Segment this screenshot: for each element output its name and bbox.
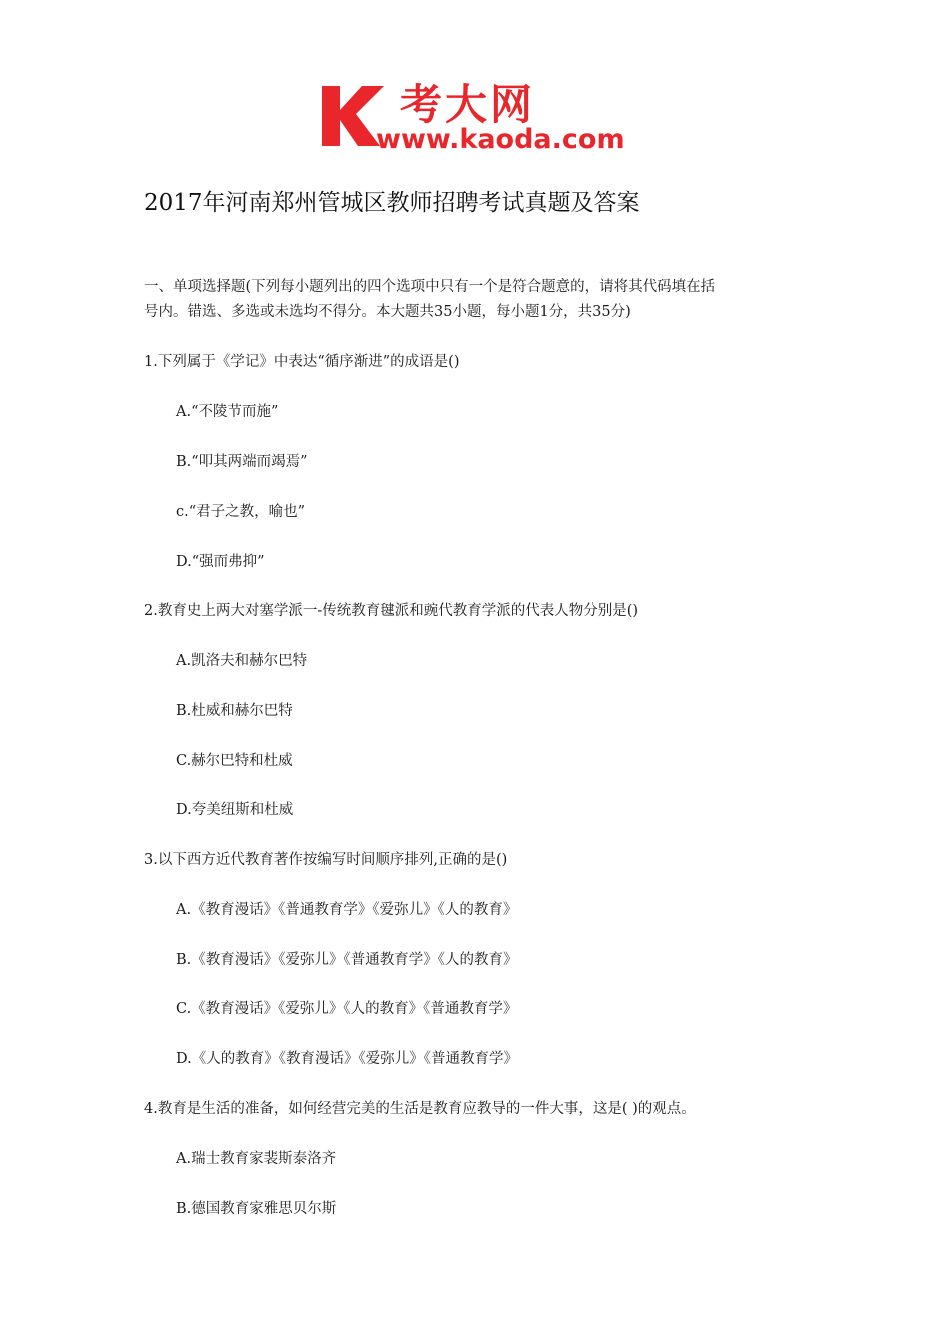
question-3-option-d: D.《人的教育》《教育漫话》《爱弥儿》《普通教育学》 xyxy=(176,1051,518,1067)
question-1-option-c: c.“君子之教，喻也” xyxy=(176,504,306,520)
kaoda-logo xyxy=(318,80,648,160)
section-instruction-line-2: 号内。错选、多选或未选均不得分。本大题共35小题，每小题1分，共35分) xyxy=(144,304,631,320)
question-3-option-a: A.《教育漫话》《普通教育学》《爱弥儿》《人的教育》 xyxy=(176,902,518,918)
question-4-option-b: B.德国教育家雅思贝尔斯 xyxy=(176,1201,337,1217)
question-1-stem: 1.下列属于《学记》中表达“循序渐进”的成语是() xyxy=(144,354,460,370)
logo-chinese-text: 考大网 xyxy=(400,80,536,129)
question-3-stem: 3.以下西方近代教育著作按编写时间顺序排列,正确的是() xyxy=(144,852,508,868)
question-4-stem: 4.教育是生活的准备，如何经营完美的生活是教育应教导的一件大事，这是( )的观点。 xyxy=(144,1101,696,1117)
question-1-option-d: D.“强而弗抑” xyxy=(176,554,265,570)
question-1-option-a: A.“不陵节而施” xyxy=(176,404,279,420)
question-2-stem: 2.教育史上两大对塞学派一-传统教育毽派和豌代教育学派的代表人物分别是() xyxy=(144,603,639,619)
question-2-option-c: C.赫尔巴特和杜威 xyxy=(176,753,293,769)
question-3-option-b: B.《教育漫话》《爱弥儿》《普通教育学》《人的教育》 xyxy=(176,952,518,968)
question-1-option-b: B.“叩其两端而竭焉” xyxy=(176,454,308,470)
logo-url-text: www.kaoda.com xyxy=(376,124,625,155)
question-2-option-b: B.杜威和赫尔巴特 xyxy=(176,703,293,719)
question-2-option-d: D.夸美纽斯和杜威 xyxy=(176,802,294,818)
page-title: 2017年河南郑州管城区教师招聘考试真题及答案 xyxy=(144,190,640,216)
section-instruction-line-1: 一、单项选择题(下列每小题列出的四个选项中只有一个是符合题意的，请将其代码填在括 xyxy=(144,279,716,295)
question-2-option-a: A.凯洛夫和赫尔巴特 xyxy=(176,653,308,669)
question-3-option-c: C.《教育漫话》《爱弥儿》《人的教育》《普通教育学》 xyxy=(176,1001,518,1017)
question-4-option-a: A.瑞士教育家裴斯泰洛齐 xyxy=(176,1151,337,1167)
